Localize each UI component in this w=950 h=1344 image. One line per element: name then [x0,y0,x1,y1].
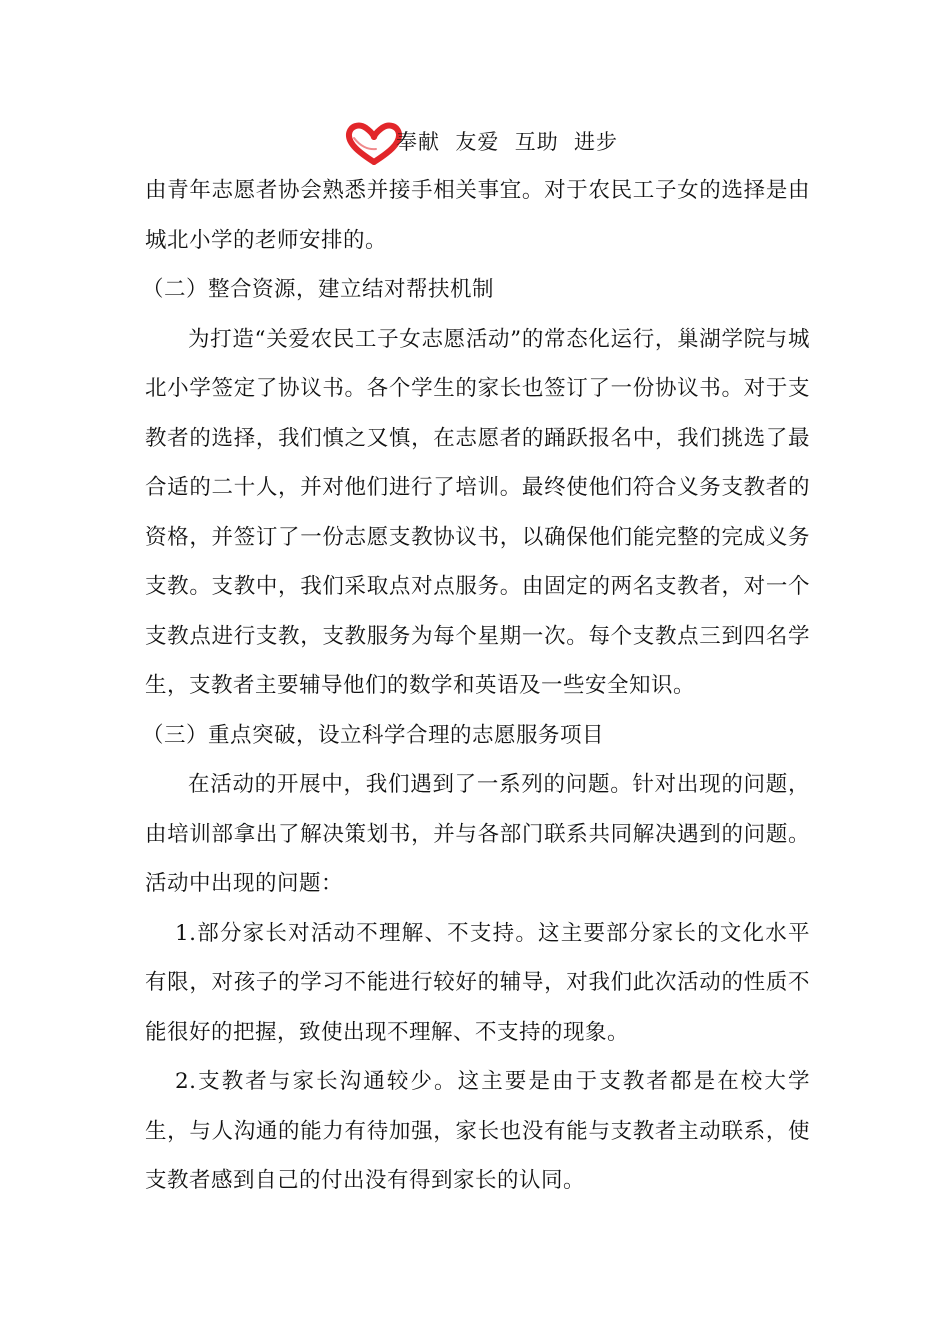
list-item: 2.支教者与家长沟通较少。这主要是由于支教者都是在校大学生，与人沟通的能力有待加强，家长也没有能与支教者主动联系，使支教者感到自己的付出没有得到家长的认同。 [145,1069,810,1193]
body-paragraph: 由青年志愿者协会熟悉并接手相关事宜。对于农民工子女的选择是由城北小学的老师安排的。 [145,178,810,253]
motto-text: 奉献 友爱 互助 进步 [396,130,619,154]
page-header [340,120,640,168]
section-heading: （二）整合资源，建立结对帮扶机制 [142,277,495,302]
body-paragraph: 为打造“关爱农民工子女志愿活动”的常态化运行，巢湖学院与城北小学签定了协议书。各个学生的家长也签订了一份协议书。对于支教者的选择，我们慎之又慎，在志愿者的踊跃报名中，我们挑选了最合适的二十人，并对他们进行了培训。最终使他们符合义务支教者的资格，并签订了一份志愿支教协议书，以确保他们能完整的完成义务支教。支教中，我们采取点对点服务。由固定的两名支教者，对一个支教点进行支教，支教服务为每个星期一次。每个支教点三到四名学生，支教者主要辅导他们的数学和英语及一些安全知识。 [145,326,810,698]
document-body [142,166,810,1206]
body-paragraph: 在活动的开展中，我们遇到了一系列的问题。针对出现的问题，由培训部拿出了解决策划书，并与各部门联系共同解决遇到的问题。活动中出现的问题： [145,772,810,896]
list-item: 1.部分家长对活动不理解、不支持。这主要部分家长的文化水平有限，对孩子的学习不能进行较好的辅导，对我们此次活动的性质不能很好的把握，致使出现不理解、不支持的现象。 [145,920,810,1045]
section-heading: （三）重点突破，设立科学合理的志愿服务项目 [142,722,605,748]
